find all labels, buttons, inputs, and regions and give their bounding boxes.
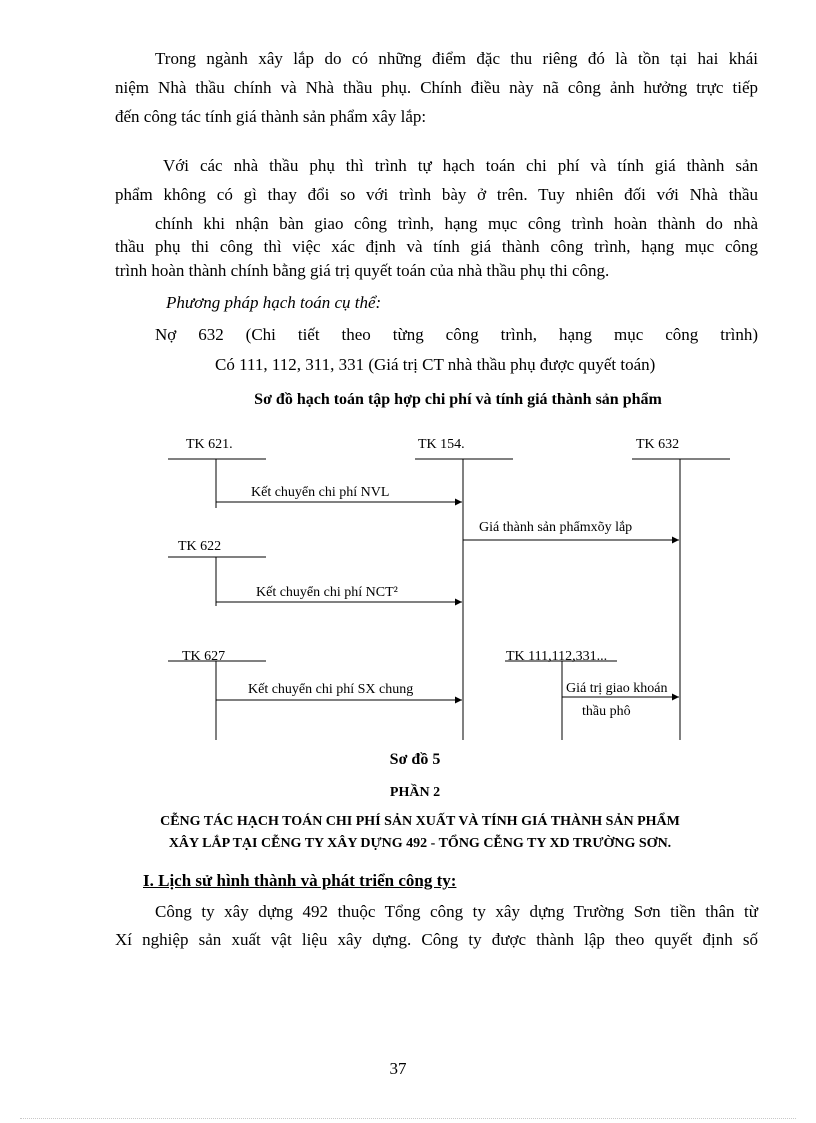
section-title: I. Lịch sử hình thành và phát triển công ty:	[143, 871, 457, 890]
paragraph-line: Trong ngành xây lắp do có những điểm đặc thu riêng đó là tồn tại hai khái	[155, 49, 758, 68]
paragraph-line: niệm Nhà thầu chính và Nhà thầu phụ. Chính điều này nã công ảnh hưởng trực tiếp	[115, 78, 758, 97]
tk627-label: TK 627	[182, 649, 226, 664]
paragraph-line: trình hoàn thành chính bằng giá trị quyết toán của nhà thầu phụ thi công.	[115, 261, 610, 280]
tk154-label: TK 154.	[418, 437, 465, 452]
sx-chung-arrow-label: Kết chuyển chi phí SX chung	[248, 682, 414, 697]
paragraph-line: Với các nhà thầu phụ thì trình tự hạch toán chi phí và tính giá thành sản	[163, 156, 758, 175]
paragraph-line: đến công tác tính giá thành sản phẩm xây lắp:	[115, 107, 427, 126]
method-heading: Phương pháp hạch toán cụ thể:	[166, 293, 382, 312]
part-heading-line-2: XÂY LẮP TẠI CỄNG TY XÂY DỰNG 492 - TỔNG CỄNG TY XD TRƯỜNG SƠN.	[168, 836, 672, 851]
paragraph-line: chính khi nhận bàn giao công trình, hạng mục công trình hoàn thành do nhà	[155, 214, 758, 233]
diagram-caption: Sơ đồ 5	[389, 751, 441, 768]
tk632-label: TK 632	[636, 437, 680, 452]
paragraph-line: Xí nghiệp sản xuất vật liệu xây dựng. Công ty được thành lập theo quyết định số	[115, 930, 758, 949]
paragraph-line: phẩm không có gì thay đổi so với trình bày ở trên. Tuy nhiên đối với Nhà thầu	[115, 185, 758, 204]
debit-entry: Nợ 632 (Chi tiết theo từng công trình, hạng mục công trình)	[155, 325, 758, 344]
diagram-title: Sơ đồ hạch toán tập hợp chi phí và tính giá thành sản phẩm	[254, 391, 662, 408]
tk111-label: TK 111,112,331...	[506, 649, 608, 664]
footer-divider	[20, 1118, 796, 1119]
part-label: PHẦN 2	[389, 785, 441, 800]
tk622-label: TK 622	[178, 539, 222, 554]
page-number: 37	[389, 1059, 407, 1078]
tk621-label: TK 621.	[186, 437, 233, 452]
giao-khoan-label-2: thầu phô	[582, 704, 631, 719]
nct-arrow-label: Kết chuyển chi phí NCT²	[256, 585, 398, 600]
paragraph-line: Công ty xây dựng 492 thuộc Tổng công ty xây dựng Trường Sơn tiền thân từ	[155, 902, 758, 921]
part-heading-line-1: CỄNG TÁC HẠCH TOÁN CHI PHÍ SẢN XUẤT VÀ TÍNH GIÁ THÀNH SẢN PHẨM	[160, 814, 680, 829]
nvl-arrow-label: Kết chuyển chi phí NVL	[251, 485, 390, 500]
credit-entry: Có 111, 112, 311, 331 (Giá trị CT nhà thầu phụ được quyết toán)	[215, 355, 656, 374]
cost-arrow-label: Giá thành sản phẩmxõy lắp	[479, 520, 633, 535]
paragraph-line: thầu phụ thi công thì việc xác định và tính giá thành công trình, hạng mục công	[115, 237, 758, 256]
giao-khoan-label: Giá trị giao khoán	[566, 681, 668, 696]
